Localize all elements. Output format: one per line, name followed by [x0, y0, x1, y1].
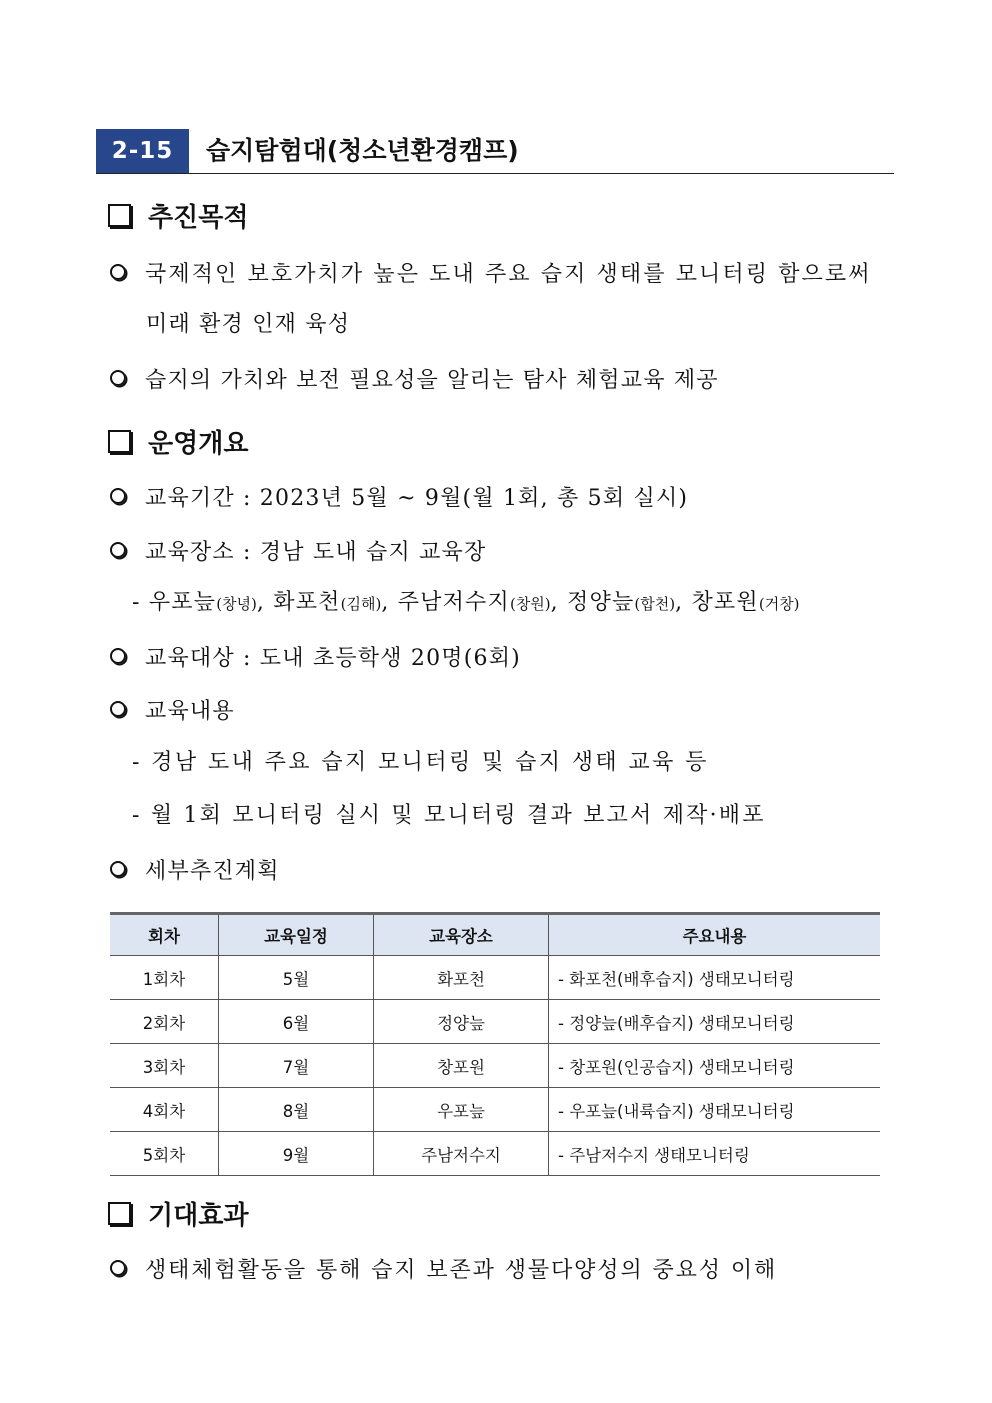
- section-heading-text: 기대효과: [148, 1200, 249, 1231]
- section-overview-heading: [108, 423, 248, 459]
- table-header-row: [110, 914, 880, 956]
- bullet-text: 교육장소 : 경남 도내 습지 교육장: [145, 539, 487, 565]
- purpose-bullet-1: [110, 257, 872, 287]
- table-cell: 주남저수지: [374, 1132, 549, 1176]
- table-cell: 정양늪: [374, 1000, 549, 1044]
- column-header: 회차: [110, 914, 219, 956]
- site-region: (창원): [509, 595, 551, 613]
- table-cell: - 주남저수지 생태모니터링: [549, 1132, 881, 1176]
- circle-bullet-icon: [110, 1260, 126, 1276]
- table-cell: 3회차: [110, 1044, 219, 1088]
- table-cell: - 화포천(배후습지) 생태모니터링: [549, 956, 881, 1000]
- site-region: (합천): [634, 595, 676, 613]
- circle-bullet-icon: [110, 648, 126, 664]
- schedule-table: [110, 912, 880, 1176]
- overview-site-list: - 우포늪(창녕), 화포천(김해), 주남저수지(창원), 정양늪(합천), 창포원(거창): [132, 590, 800, 615]
- section-number: 2-15: [96, 129, 189, 173]
- table-cell: 우포늪: [374, 1088, 549, 1132]
- table-cell: 창포원: [374, 1044, 549, 1088]
- bullet-text: 생태체험활동을 통해 습지 보존과 생물다양성의 중요성 이해: [145, 1257, 778, 1283]
- bullet-text: 교육기간 : 2023년 5월 ~ 9월(월 1회, 총 5회 실시): [145, 485, 689, 511]
- table-cell: 5월: [219, 956, 374, 1000]
- section-effect-heading: [108, 1195, 248, 1231]
- circle-bullet-icon: [110, 861, 126, 877]
- table-cell: 8월: [219, 1088, 374, 1132]
- table-row: [110, 1088, 880, 1132]
- site-name: 화포천: [273, 590, 341, 615]
- column-header: 교육장소: [374, 914, 549, 956]
- bullet-text: 세부추진계획: [145, 858, 280, 884]
- section-heading-text: 추진목적: [148, 202, 249, 233]
- circle-bullet-icon: [110, 370, 126, 386]
- site-region: (김해): [340, 595, 382, 613]
- site-name: 우포늪: [148, 590, 217, 615]
- overview-place: [110, 535, 486, 565]
- table-row: [110, 1132, 880, 1176]
- overview-period: [110, 481, 688, 511]
- bullet-text: 국제적인 보호가치가 높은 도내 주요 습지 생태를 모니터링 함으로써: [145, 261, 872, 287]
- circle-bullet-icon: [110, 264, 126, 280]
- table-cell: - 우포늪(내륙습지) 생태모니터링: [549, 1088, 881, 1132]
- site-name: 주남저수지: [397, 590, 510, 615]
- table-row: [110, 1044, 880, 1088]
- site-region: (거창): [758, 595, 800, 613]
- checkbox-square-icon: [108, 204, 131, 227]
- table-cell: - 창포원(인공습지) 생태모니터링: [549, 1044, 881, 1088]
- table-cell: 1회차: [110, 956, 219, 1000]
- section-heading-text: 운영개요: [148, 428, 249, 459]
- checkbox-square-icon: [108, 1202, 131, 1225]
- table-cell: 2회차: [110, 1000, 219, 1044]
- section-title-bar: [96, 129, 894, 174]
- table-row: [110, 956, 880, 1000]
- site-name: 정양늪: [567, 590, 635, 615]
- checkbox-square-icon: [108, 430, 131, 453]
- purpose-bullet-2: [110, 363, 719, 393]
- site-region: (창녕): [216, 595, 257, 613]
- site-name: 창포원: [691, 590, 759, 615]
- column-header: 주요내용: [549, 914, 881, 956]
- page-title: 습지탐험대(청소년환경캠프): [206, 136, 519, 165]
- overview-content-heading: [110, 694, 235, 724]
- table-cell: 7월: [219, 1044, 374, 1088]
- circle-bullet-icon: [110, 542, 126, 558]
- table-cell: 화포천: [374, 956, 549, 1000]
- table-cell: 9월: [219, 1132, 374, 1176]
- column-header: 교육일정: [219, 914, 374, 956]
- purpose-bullet-1-continued: 미래 환경 인재 육성: [146, 312, 351, 337]
- content-item-1: - 경남 도내 주요 습지 모니터링 및 습지 생태 교육 등: [132, 750, 709, 775]
- bullet-text: 교육내용: [145, 698, 235, 724]
- table-cell: 4회차: [110, 1088, 219, 1132]
- table-cell: 5회차: [110, 1132, 219, 1176]
- effect-bullet: [110, 1253, 777, 1283]
- table-row: [110, 1000, 880, 1044]
- table-cell: 6월: [219, 1000, 374, 1044]
- section-purpose-heading: [108, 197, 248, 233]
- circle-bullet-icon: [110, 701, 126, 717]
- bullet-text: 교육대상 : 도내 초등학생 20명(6회): [145, 645, 521, 671]
- content-item-2: - 월 1회 모니터링 실시 및 모니터링 결과 보고서 제작·배포: [132, 803, 766, 828]
- overview-plan-heading: [110, 854, 280, 884]
- overview-target: [110, 641, 521, 671]
- table-cell: - 정양늪(배후습지) 생태모니터링: [549, 1000, 881, 1044]
- circle-bullet-icon: [110, 488, 126, 504]
- bullet-text: 습지의 가치와 보전 필요성을 알리는 탐사 체험교육 제공: [145, 367, 719, 393]
